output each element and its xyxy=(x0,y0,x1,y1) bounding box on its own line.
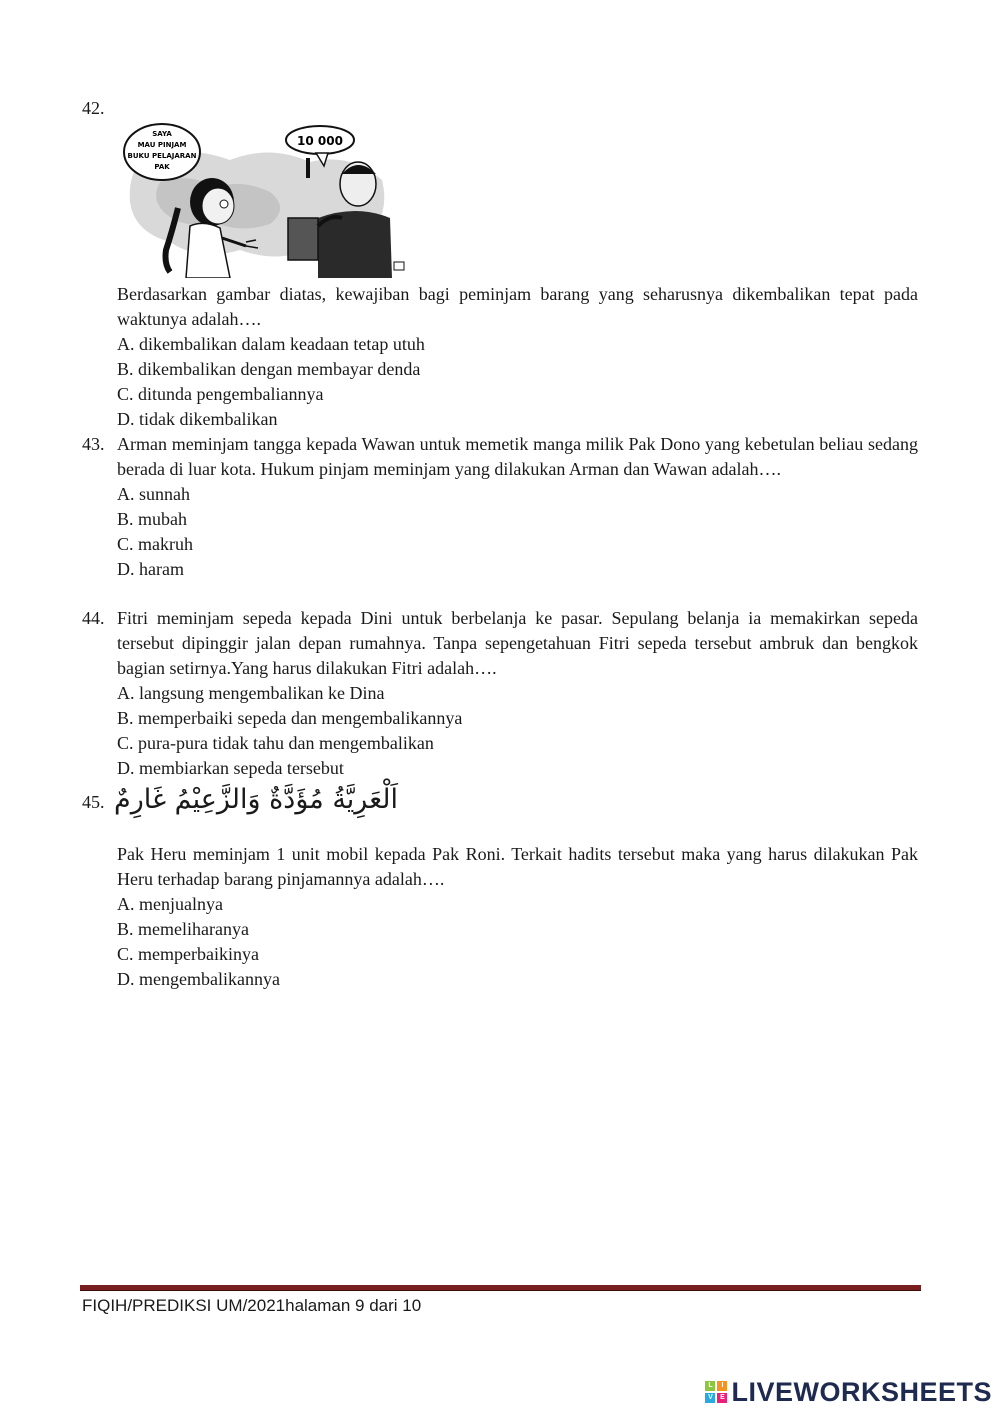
question-number: 42. xyxy=(82,98,105,118)
logo-block-l: L xyxy=(705,1381,715,1391)
logo-wordmark: LIVEWORKSHEETS xyxy=(731,1376,992,1407)
question-stem: Arman meminjam tangga kepada Wawan untuk memetik manga milik Pak Dono yang kebetulan beliau sedang berada di luar kota. Hukum pinjam meminjam yang dilakukan Arman dan Wawan adalah…. xyxy=(117,434,918,479)
option-c[interactable]: C. pura-pura tidak tahu dan mengembalikan xyxy=(117,733,434,753)
bubble-left-line-2: MAU PINJAM xyxy=(137,141,187,149)
option-a[interactable]: A. langsung mengembalikan ke Dina xyxy=(117,683,385,703)
option-c[interactable]: C. memperbaikinya xyxy=(117,944,259,964)
option-c[interactable]: C. ditunda pengembaliannya xyxy=(117,384,324,404)
logo-block-e: E xyxy=(717,1393,727,1403)
question-number: 44. xyxy=(82,608,105,628)
option-b[interactable]: B. dikembalikan dengan membayar denda xyxy=(117,359,421,379)
question-stem: Fitri meminjam sepeda kepada Dini untuk berbelanja ke pasar. Sepulang belanja ia memakirkan sepeda tersebut dipinggir jalan depan rumahnya. Tanpa sepengetahuan Fitri sepeda tersebut ambruk dan bengkok bagian setirnya.Yang harus dilakukan Fitri adalah…. xyxy=(117,608,918,678)
cartoon-illustration xyxy=(120,122,410,278)
question-44 xyxy=(82,606,918,781)
question-number: 43. xyxy=(82,434,105,454)
option-a[interactable]: A. dikembalikan dalam keadaan tetap utuh xyxy=(117,334,425,354)
bubble-right-text: 10 000 xyxy=(297,134,343,148)
question-number: 45. xyxy=(82,792,105,812)
question-stem: Berdasarkan gambar diatas, kewajiban bagi peminjam barang yang seharusnya dikembalikan tepat pada waktunya adalah…. xyxy=(117,284,918,329)
option-d[interactable]: D. haram xyxy=(117,559,184,579)
logo-block-i: I xyxy=(717,1381,727,1391)
option-d[interactable]: D. mengembalikannya xyxy=(117,969,280,989)
liveworksheets-logo xyxy=(705,1377,992,1407)
footer-page-info: FIQIH/PREDIKSI UM/2021halaman 9 dari 10 xyxy=(82,1296,422,1315)
question-stem: Pak Heru meminjam 1 unit mobil kepada Pak Roni. Terkait hadits tersebut maka yang harus dilakukan Pak Heru terhadap barang pinjamannya adalah…. xyxy=(117,844,918,889)
option-b[interactable]: B. mubah xyxy=(117,509,187,529)
logo-block-v: V xyxy=(705,1393,715,1403)
option-b[interactable]: B. memeliharanya xyxy=(117,919,249,939)
option-c[interactable]: C. makruh xyxy=(117,534,193,554)
bubble-left-line-4: PAK xyxy=(154,163,170,171)
question-45-header xyxy=(82,780,918,828)
option-d[interactable]: D. membiarkan sepeda tersebut xyxy=(117,758,344,778)
hadith-arabic-text: اَلْعَرِيَّةُ مُؤَدَّةٌ وَالزَّعِيْمُ غَارِمٌ xyxy=(114,784,398,815)
option-d[interactable]: D. tidak dikembalikan xyxy=(117,409,278,429)
question-42-body xyxy=(82,282,918,432)
question-45 xyxy=(82,842,918,992)
bubble-left-line-1: SAYA xyxy=(152,130,172,138)
option-b[interactable]: B. memperbaiki sepeda dan mengembalikannya xyxy=(117,708,463,728)
question-43 xyxy=(82,432,918,582)
bubble-left-line-3: BUKU PELAJARAN xyxy=(127,152,197,160)
option-a[interactable]: A. sunnah xyxy=(117,484,190,504)
footer-divider xyxy=(80,1285,921,1291)
logo-blocks-icon xyxy=(705,1381,727,1403)
option-a[interactable]: A. menjualnya xyxy=(117,894,223,914)
